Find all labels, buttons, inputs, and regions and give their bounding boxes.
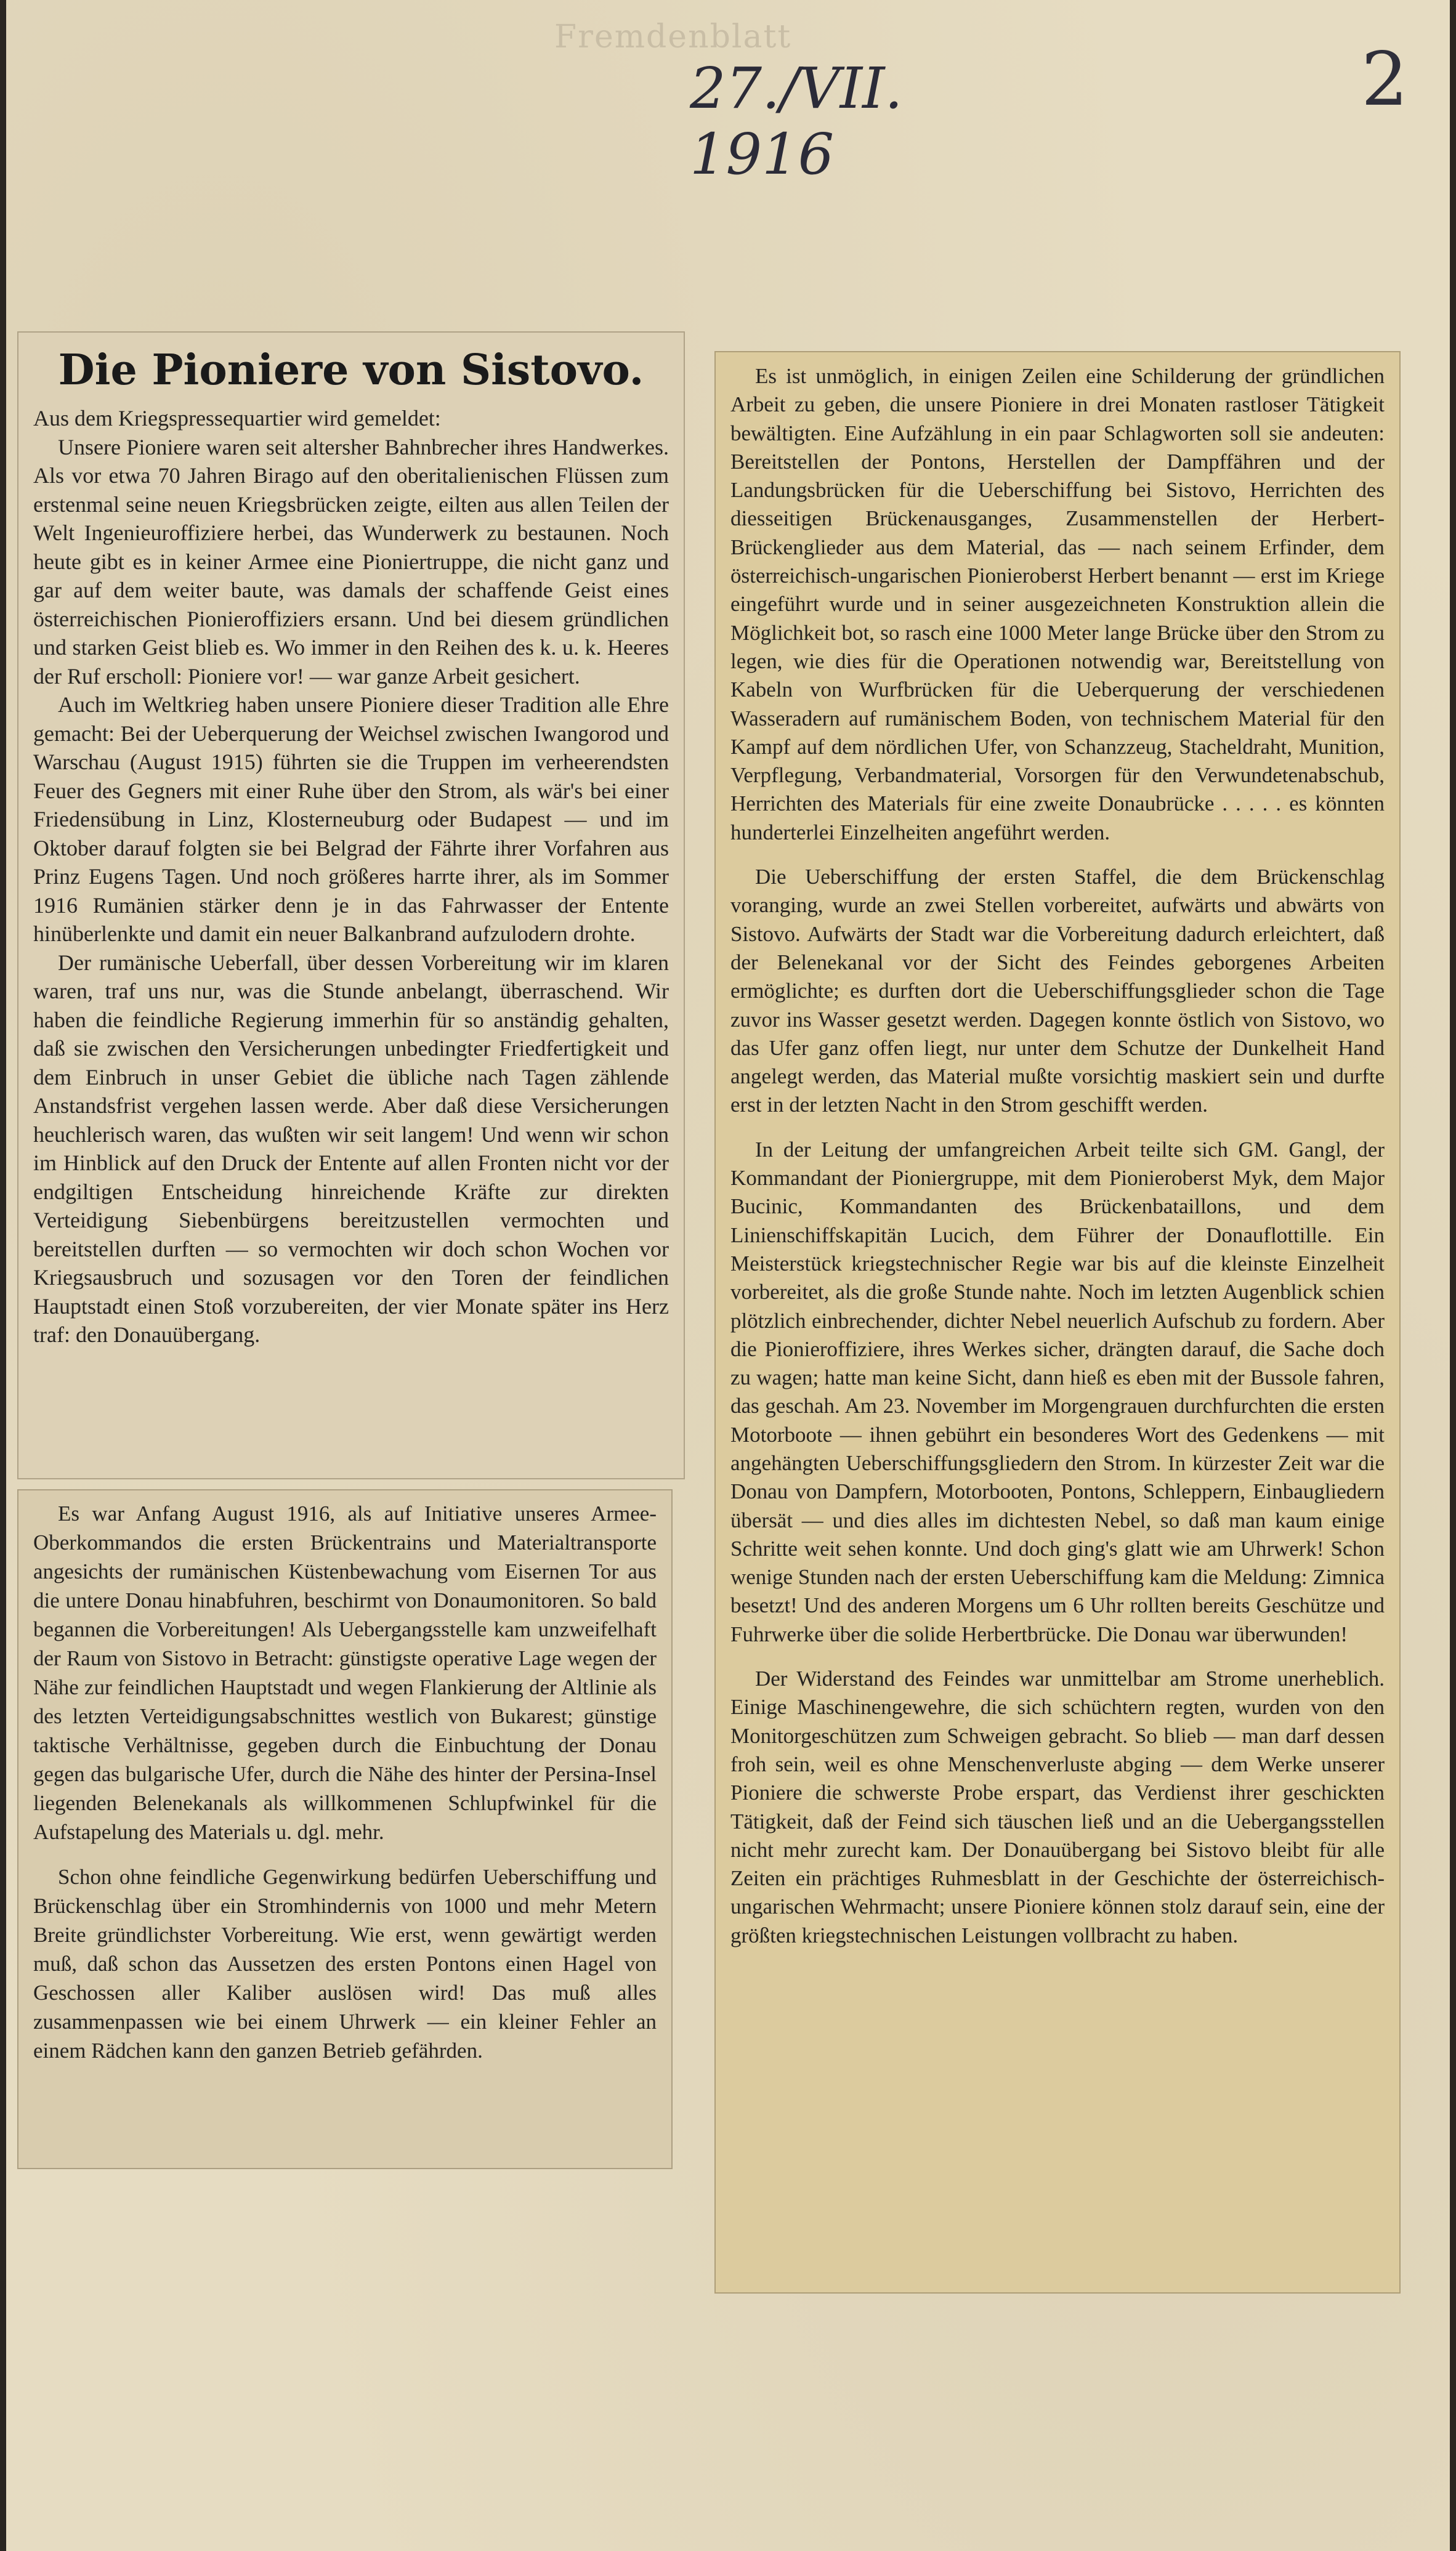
column-1-text: [18, 402, 684, 1349]
paragraph: Aus dem Kriegspressequartier wird gemeldet:: [33, 406, 441, 431]
handwritten-date: 27./VII. 1916: [690, 55, 903, 187]
column-2-text: [18, 1490, 671, 2065]
handwritten-page-number: 2: [1361, 37, 1409, 123]
column-3-text: [716, 352, 1399, 1950]
paragraph: Es war Anfang August 1916, als auf Initiative unseres Armee-Oberkommandos die ersten Brückentrains und Materialtransporte angesichts der rumänischen Küstenbewachung vom Eisernen Tor aus die untere Donau hinabfuhren, beschirmt von Donaumonitoren. So bald begannen die Vorbereitungen! Als Uebergangsstelle kam unzweifelhaft der Raum von Sistovo in Betracht: günstigste operative Lage wegen der Nähe zur feindlichen Hauptstadt und wegen Flankierung der Altlinie als des letzten Verteidigungsabschnittes westlich von Bukarest; günstige taktische Verhältnisse, gegeben durch die Einbuchtung der Donau gegen das bulgarische Ufer, durch die Nähe des hinter der Persina-Insel liegenden Belenekanals als willkommenen Schlupfwinkel für die Aufstapelung des Materials u. dgl. mehr.: [33, 1502, 657, 1844]
paragraph: Die Ueberschiffung der ersten Staffel, die dem Brückenschlag voranging, wurde an zwei Stellen vorbereitet, aufwärts und abwärts von Sistovo. Aufwärts der Stadt war die Vorbereitung dadurch erleichtert, daß der Belenekanal vor der Sicht des Feindes geborgenes Arbeiten ermöglichte; es durften dort die Ueberschiffungsglieder schon die Tage zuvor ins Wasser gesetzt werden. Dagegen konnte östlich von Sistovo, wo das Ufer ganz offen liegt, nur unter dem Schutze der Dunkelheit Hand angelegt werden, das Material mußte vorsichtig maskiert sein und durfte erst in der letzten Nacht in den Strom geschifft werden.: [730, 865, 1385, 1117]
clipping-column-1: [17, 331, 685, 1479]
paragraph: Es ist unmöglich, in einigen Zeilen eine Schilderung der gründlichen Arbeit zu geben, die unsere Pioniere in drei Monaten rastloser Tätigkeit bewältigten. Eine Aufzählung in ein paar Schlagworten soll sie andeuten: Bereitstellen der Pontons, Herstellen der Dampffähren und der Landungsbrücken für die Ueberschiffung bei Sistovo, Herrichten des diesseitigen Brückenausganges, Zusammenstellen der Herbert-Brückenglieder aus dem Material, das — nach seinem Erfinder, dem österreichisch-ungarischen Pionieroberst Herbert benannt — erst im Kriege eingeführt wurde und in seiner ausgezeichneten Konstruktion allein die Möglichkeit bot, so rasch eine 1000 Meter lange Brücke über den Strom zu legen, wie dies für die Operationen notwendig war, Bereitstellung von Kabeln von Wurfbrücken für die Ueberquerung der verschiedenen Wasseradern auf rumänischem Boden, von technischem Material für den Kampf auf dem nördlichen Ufer, von Schanzzeug, Stacheldraht, Munition, Verpflegung, Verbandmaterial, Vorsorgen für den Verwundetenabschub, Herrichten des Materials für eine zweite Donaubrücke . . . . . es könnten hunderterlei Einzelheiten angeführt werden.: [730, 364, 1385, 844]
paragraph: Unsere Pioniere waren seit altersher Bahnbrecher ihres Handwerkes. Als vor etwa 70 Jahren Birago auf den oberitalienischen Flüssen zum erstenmal seine neuen Kriegsbrücken zeigte, eilten aus allen Teilen der Welt Ingenieuroffiziere herbei, das Wunderwerk zu bestaunen. Noch heute gibt es in keiner Armee eine Pioniertruppe, die nicht ganz und gar auf dem weiter baute, was damals der schaffende Geist eines österreichischen Pionieroffiziers ersann. Und bei diesem gründlichen und starken Geist blieb es. Wo immer in den Reihen des k. u. k. Heeres der Ruf erscholl: Pioniere vor! — war ganze Arbeit gesichert.: [33, 434, 669, 689]
paragraph: Auch im Weltkrieg haben unsere Pioniere dieser Tradition alle Ehre gemacht: Bei der Ueberquerung der Weichsel zwischen Iwangorod und Warschau (August 1915) führten sie die Truppen im verheerendsten Feuer des Gegners mit einer Ruhe über den Strom, als wär's bei einer Friedensübung in Linz, Klosterneuburg oder Budapest — und im Oktober darauf folgten sie bei Belgrad der Fährte ihrer Vorfahren aus Prinz Eugens Tagen. Und noch größeres harrte ihrer, als im Sommer 1916 Rumänien stärker denn je in das Fahrwasser der Entente hinüberlenkte und damit ein neuer Balkanbrand aufzulodern drohte.: [33, 692, 669, 946]
paragraph: Schon ohne feindliche Gegenwirkung bedürfen Ueberschiffung und Brückenschlag über ein Stromhindernis von 1000 und mehr Metern Breite gründlichster Vorbereitung. Wie erst, wenn gewärtigt werden muß, daß schon das Aussetzen des ersten Pontons einen Hagel von Geschossen aller Kaliber auslösen wird! Das muß alles zusammenpassen wie bei einem Uhrwerk — ein kleiner Fehler an einem Rädchen kann den ganzen Betrieb gefährden.: [33, 1865, 657, 2063]
paragraph: In der Leitung der umfangreichen Arbeit teilte sich GM. Gangl, der Kommandant der Pioniergruppe, mit dem Pionieroberst Myk, dem Major Bucinic, Kommandanten des Brückenbataillons, und dem Linienschiffskapitän Lucich, dem Führer der Donauflottille. Ein Meisterstück kriegstechnischer Regie war bis auf die kleinste Einzelheit vorbereitet, als die große Stunde nahte. Noch im letzten Augenblick schien plötzlich einbrechender, dichter Nebel neuerlich Aufschub zu fordern. Aber die Pionieroffiziere, ihres Werkes sicher, drängten darauf, die Sache doch zu wagen; hatte man keine Sicht, dann hieß es eben mit der Bussole fahren, das geschah. Am 23. November im Morgengrauen durchfurchten die ersten Motorboote — ihnen gebührt ein besonderes Wort des Gedenkens — mit angehängten Ueberschiffungsgliedern den Strom. In kürzester Zeit war die Donau von Dampfern, Motorbooten, Pontons, Schleppern, Einbaugliedern übersät — und dies alles im dichtesten Nebel, so daß man kaum einige Schritte weit sehen konnte. Und doch ging's glatt wie am Uhrwerk! Schon wenige Stunden nach der ersten Ueberschiffung kam die Meldung: Zimnica besetzt! Und des anderen Morgens um 6 Uhr rollten bereits Geschütze und Fuhrwerke über die solide Herbertbrücke. Die Donau war überwunden!: [730, 1137, 1385, 1646]
clipping-column-2: [17, 1489, 673, 2169]
left-edge: [0, 0, 6, 2551]
right-edge: [1450, 0, 1456, 2551]
clipping-column-3: [714, 351, 1401, 2294]
article-title: Die Pioniere von Sistovo.: [58, 346, 644, 395]
masthead-stamp: Fremdenblatt: [554, 18, 792, 55]
paragraph: Der rumänische Ueberfall, über dessen Vorbereitung wir im klaren waren, traf uns nur, was die Stunde anbelangt, überraschend. Wir haben die feindliche Regierung immerhin für so anständig gehalten, daß sie zwischen den Versicherungen unbedingter Friedfertigkeit und dem Einbruch in unser Gebiet die übliche nach Tagen zählende Anstandsfrist vergehen lassen werde. Aber daß diese Versicherungen heuchlerisch waren, das wußten wir seit langem! Und wenn wir schon im Hinblick auf den Druck der Entente auf allen Fronten nicht vor der endgiltigen Entscheidung hinreichende Kräfte zur direkten Verteidigung Siebenbürgens bereitzustellen vermochten und bereitstellen durften — so vermochten wir doch schon Wochen vor Kriegsausbruch und sozusagen vor den Toren der feindlichen Hauptstadt einen Stoß vorzubereiten, der vier Monate später ins Herz traf: den Donauübergang.: [33, 950, 669, 1347]
paragraph: Der Widerstand des Feindes war unmittelbar am Strome unerheblich. Einige Maschinengewehre, die sich schüchtern regten, wurden von den Monitorgeschützen zum Schweigen gebracht. So blieb — man darf dessen froh sein, weil es ohne Menschenverluste abging — dem Werke unserer Pioniere die schwerste Probe erspart, das Verdienst ihrer geschickten Tätigkeit, daß der Feind sich täuschen ließ und an die Uebergangsstellen nicht mehr zurecht kam. Der Donauübergang bei Sistovo bleibt für alle Zeiten ein prächtiges Ruhmesblatt in der Geschichte der österreichisch-ungarischen Wehrmacht; unsere Pioniere können stolz darauf sein, eine der größten kriegstechnischen Leistungen vollbracht zu haben.: [730, 1667, 1385, 1947]
